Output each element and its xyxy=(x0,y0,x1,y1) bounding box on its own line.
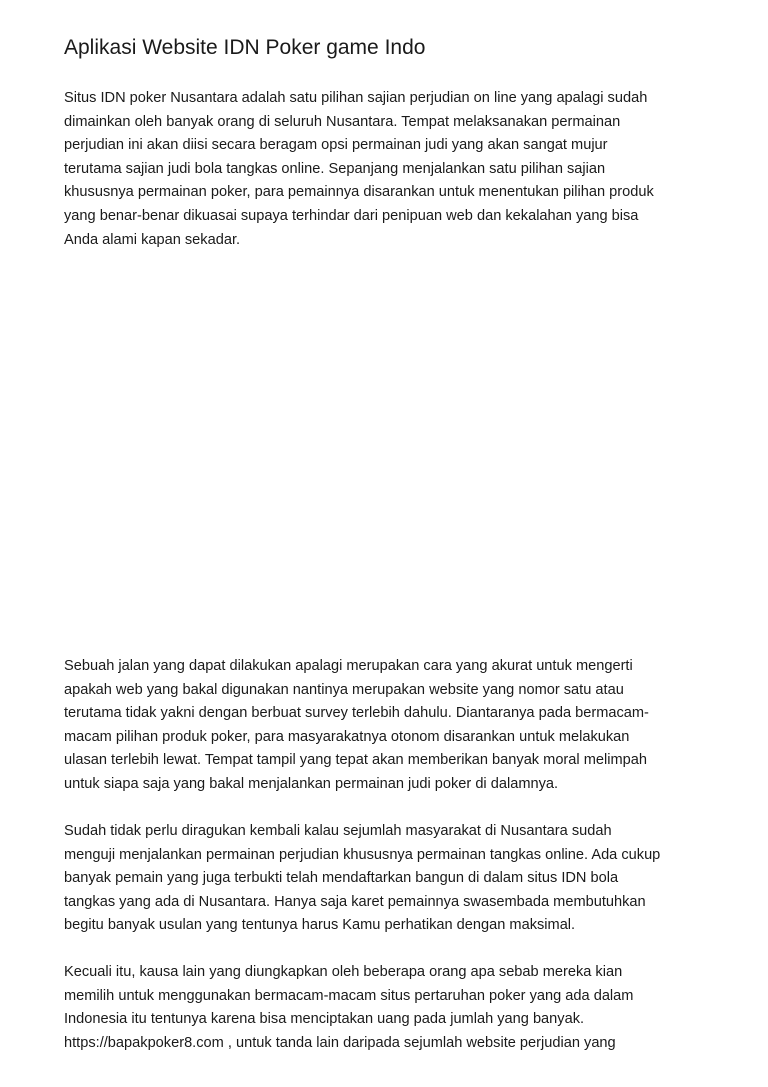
text-line: terutama tidak yakni dengan berbuat survey terlebih dahulu. Diantaranya pada bermacam- xyxy=(64,705,649,722)
text-line: Indonesia itu tentunya karena bisa menciptakan uang pada jumlah yang banyak. xyxy=(64,1011,585,1028)
text-line: ulasan terlebih lewat. Tempat tampil yang tepat akan memberikan banyak moral melimpah xyxy=(64,752,647,769)
text-line: memilih untuk menggunakan bermacam-macam situs pertaruhan poker yang ada dalam xyxy=(64,987,634,1004)
text-line: Anda alami kapan sekadar. xyxy=(64,231,241,248)
text-line: khususnya permainan poker, para pemainnya disarankan untuk menentukan pilihan produk xyxy=(64,184,654,201)
text-line: begitu banyak usulan yang tentunya harus Kamu perhatikan dengan maksimal. xyxy=(64,917,576,934)
text-line: menguji menjalankan permainan perjudian khususnya permainan tangkas online. Ada cukup xyxy=(64,846,661,863)
text-line: Kecuali itu, kausa lain yang diungkapkan oleh beberapa orang apa sebab mereka kian xyxy=(64,964,623,980)
text-line: tangkas yang ada di Nusantara. Hanya saja karet pemainnya swasembada membutuhkan xyxy=(64,893,646,910)
text-line: dimainkan oleh banyak orang di seluruh Nusantara. Tempat melaksanakan permainan xyxy=(64,113,621,130)
text-line: untuk siapa saja yang bakal menjalankan permainan judi poker di dalamnya. xyxy=(64,775,559,792)
text-line: Sebuah jalan yang dapat dilakukan apalagi merupakan cara yang akurat untuk mengerti xyxy=(64,658,633,674)
text-line: banyak pemain yang juga terbukti telah mendaftarkan bangun di dalam situs IDN bola xyxy=(64,870,619,887)
text-line: apakah web yang bakal digunakan nantinya merupakan website yang nomor satu atau xyxy=(64,681,624,698)
page-title: Aplikasi Website IDN Poker game Indo xyxy=(64,36,426,59)
text-line: macam pilihan produk poker, para masyarakatnya otonom disarankan untuk melakukan xyxy=(64,728,630,745)
paragraph-survey xyxy=(64,655,649,797)
text-line: https://bapakpoker8.com , untuk tanda lain daripada sejumlah website perjudian yang xyxy=(64,1034,616,1051)
text-line: perjudian ini akan diisi secara beragam opsi permainan judi yang akan sangat mujur xyxy=(64,137,608,154)
paragraph-players xyxy=(64,820,660,938)
paragraph-reasons xyxy=(64,961,633,1055)
text-line: Sudah tidak perlu diragukan kembali kalau sejumlah masyarakat di Nusantara sudah xyxy=(64,823,612,839)
paragraph-intro xyxy=(64,87,654,252)
blank-space xyxy=(64,262,704,642)
text-line: Situs IDN poker Nusantara adalah satu pilihan sajian perjudian on line yang apalagi sudah xyxy=(64,90,648,106)
text-line: yang benar-benar dikuasai supaya terhindar dari penipuan web dan kekalahan yang bisa xyxy=(64,207,639,224)
text-line: terutama sajian judi bola tangkas online. Sepanjang menjalankan satu pilihan sajian xyxy=(64,160,606,177)
